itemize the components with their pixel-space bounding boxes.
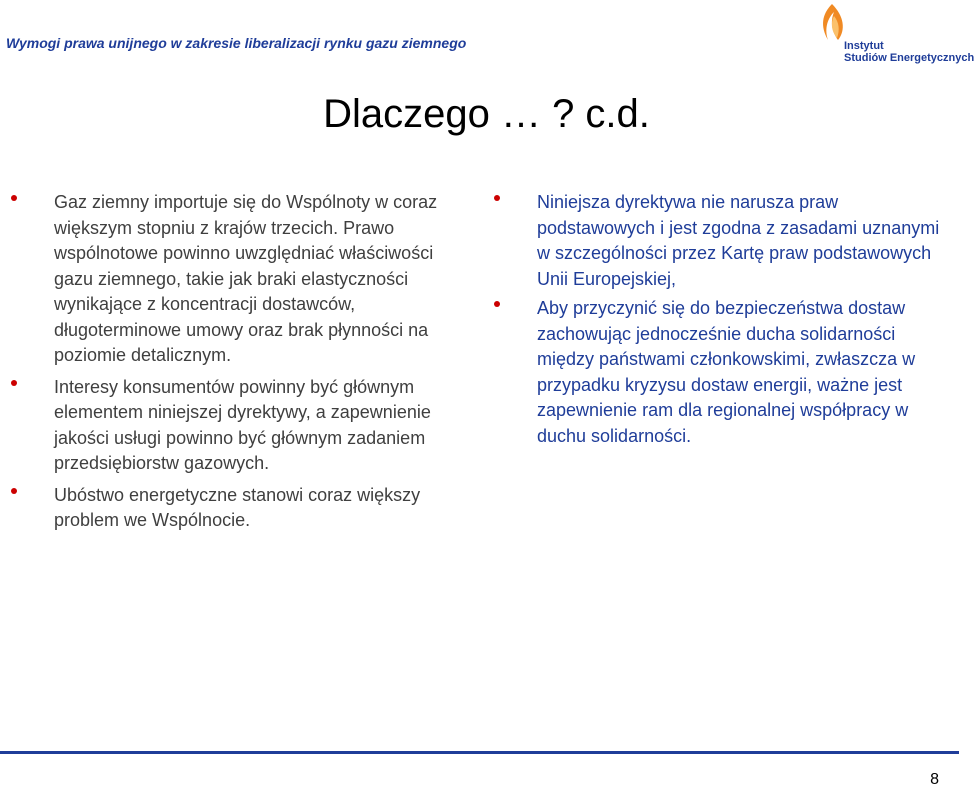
bullet-dot-icon: [11, 380, 17, 386]
logo-text-line2: Studiów Energetycznych: [844, 52, 974, 64]
bullet-text: Ubóstwo energetyczne stanowi coraz większy problem we Wspólnocie.: [54, 484, 421, 530]
bullet-item: [491, 296, 941, 449]
bullet-text: Gaz ziemny importuje się do Wspólnoty w coraz większym stopniu z krajów trzecich. Prawo wspólnotowe powinno uwzględniać właściwości gazu ziemnego, takie jak braki elastyczności wynikające z koncentracji dostawców, długoterminowe umowy oraz brak płynności na poziomie detalicznym.: [54, 192, 438, 365]
bullet-item: [8, 375, 448, 477]
logo-text-line1: Instytut: [844, 40, 884, 52]
right-column: [491, 190, 941, 449]
page-number: 8: [930, 771, 939, 788]
bullet-text: Interesy konsumentów powinny być głównym elementem niniejszej dyrektywy, a zapewnienie jakości usługi powinno być głównym zadaniem przedsiębiorstw gazowych.: [54, 376, 431, 473]
bullet-dot-icon: [494, 301, 500, 307]
footer-divider: [0, 751, 959, 754]
bullet-text: Niniejsza dyrektywa nie narusza praw podstawowych i jest zgodna z zasadami uznanymi w szczególności przez Kartę praw podstawowych Unii Europejskiej,: [537, 192, 940, 289]
bullet-text: Aby przyczynić się do bezpieczeństwa dostaw zachowując jednocześnie ducha solidarności między państwami członkowskimi, zwłaszcza w przypadku kryzysu dostaw energii, ważne jest zapewnienie ram dla regionalnej współpracy w duchu solidarności.: [537, 298, 916, 446]
bullet-item: [491, 190, 941, 292]
slide-title: Dlaczego … ? c.d.: [323, 92, 650, 136]
bullet-item: [8, 483, 448, 534]
bullet-item: [8, 190, 448, 369]
flame-icon: [818, 2, 848, 42]
left-column: [8, 190, 448, 534]
bullet-dot-icon: [494, 195, 500, 201]
presentation-header-title: Wymogi prawa unijnego w zakresie liberalizacji rynku gazu ziemnego: [6, 35, 467, 51]
bullet-dot-icon: [11, 488, 17, 494]
bullet-dot-icon: [11, 195, 17, 201]
institute-logo: [818, 2, 974, 64]
